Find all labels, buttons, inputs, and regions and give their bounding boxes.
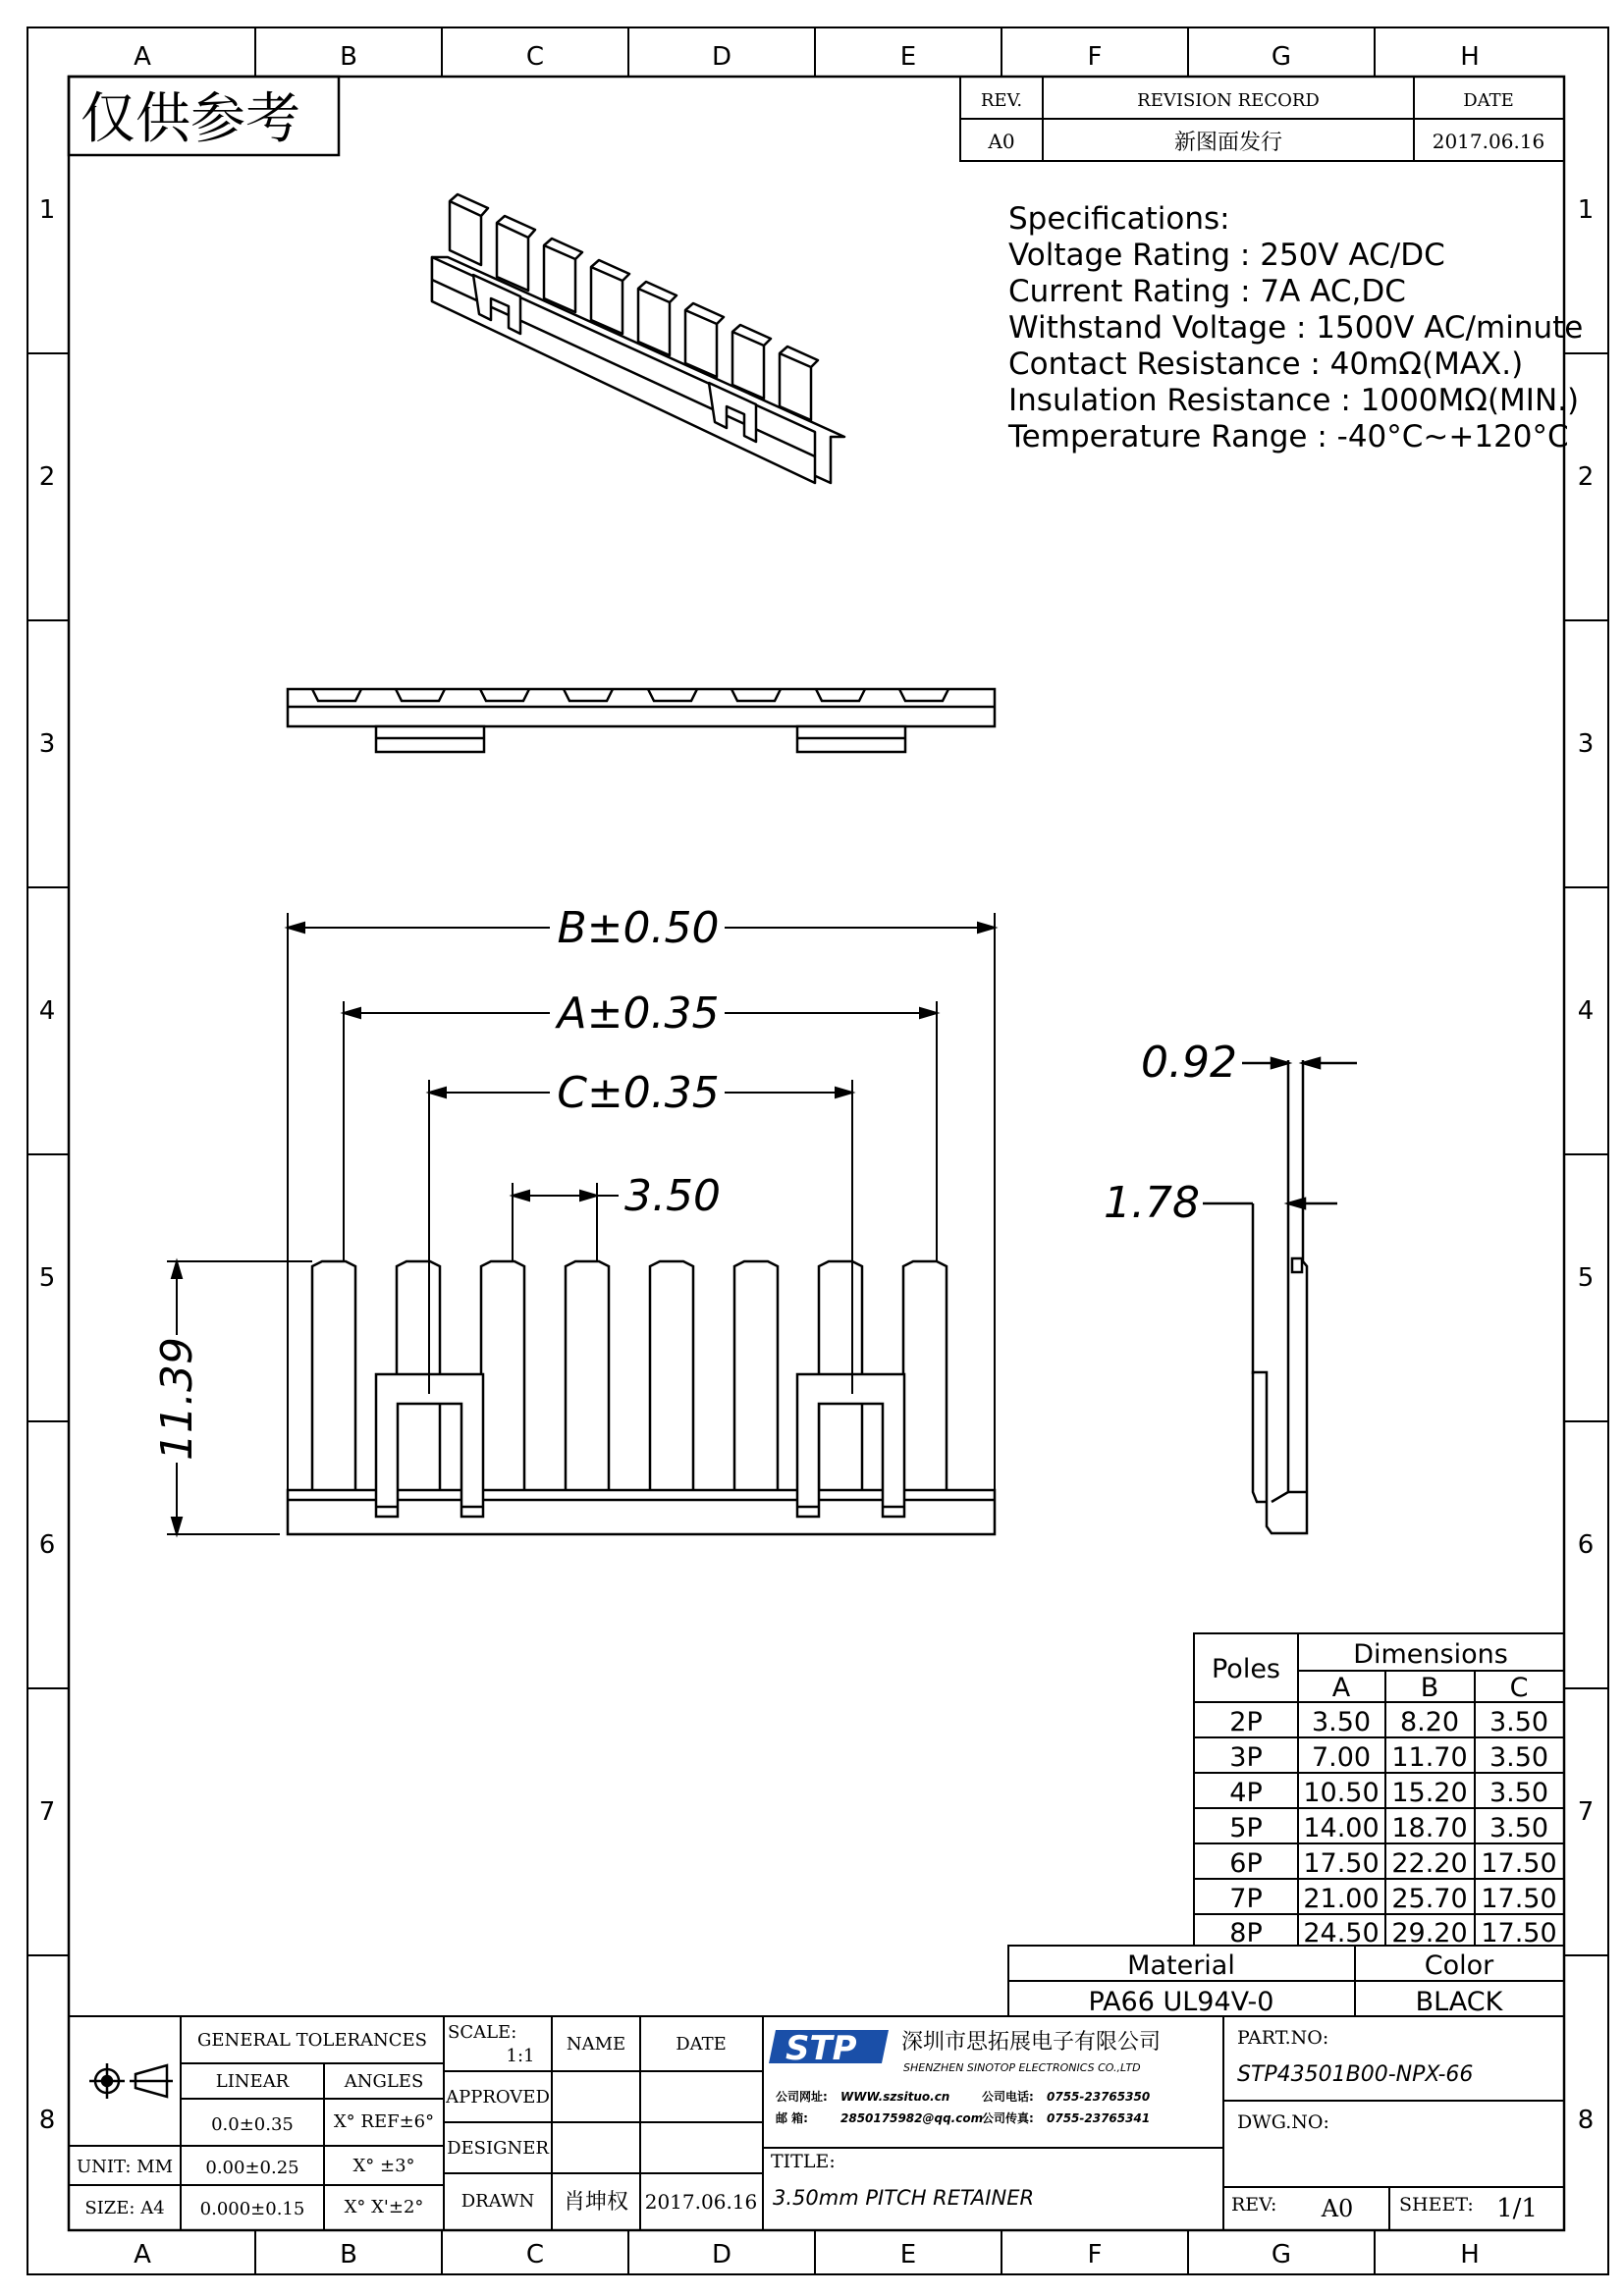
table-cell: 8P: [1229, 1918, 1263, 1949]
fax-value: 0755-23765341: [1047, 2111, 1151, 2125]
rev-value: A0: [988, 130, 1015, 153]
row-label: 5: [1577, 1263, 1595, 1293]
linear-header: LINEAR: [215, 2071, 290, 2092]
dim-c-label: C±0.35: [557, 1068, 720, 1118]
tol-angle: X° ±3°: [352, 2156, 415, 2176]
scale-value: 1:1: [506, 2046, 535, 2066]
material-table: [1008, 1946, 1564, 2017]
spec-line: Insulation Resistance : 1000MΩ(MIN.): [1008, 383, 1580, 418]
row-label: 1: [38, 195, 56, 225]
row-label: 2: [1577, 462, 1595, 492]
part-no-label: PART.NO:: [1237, 2027, 1329, 2049]
row-label: 3: [38, 729, 56, 759]
dim-height-label: 11.39: [152, 1337, 202, 1461]
table-cell: 6P: [1229, 1848, 1263, 1879]
rev-label: REV:: [1231, 2194, 1277, 2216]
table-cell: 8.20: [1399, 1707, 1460, 1737]
dim-b-label: B±0.50: [557, 903, 720, 953]
spec-line: Contact Resistance : 40mΩ(MAX.): [1008, 347, 1524, 382]
dim-offset-label: 1.78: [1104, 1178, 1200, 1228]
table-cell: 25.70: [1391, 1884, 1468, 1914]
side-view: [1203, 1058, 1357, 1533]
sheet-value: 1/1: [1496, 2194, 1538, 2223]
table-cell: 17.50: [1481, 1884, 1557, 1914]
rev-header: REV.: [980, 90, 1023, 111]
table-cell: 17.50: [1303, 1848, 1380, 1879]
company-logo: [769, 2029, 889, 2068]
table-cell: 3.50: [1311, 1707, 1372, 1737]
rev-value: A0: [1321, 2195, 1354, 2222]
col-label: C: [525, 42, 545, 72]
table-cell: 3.50: [1489, 1813, 1549, 1843]
row-label: 5: [38, 1263, 56, 1293]
table-cell: 2P: [1229, 1707, 1263, 1737]
general-tolerances: GENERAL TOLERANCES: [196, 2030, 428, 2051]
col-label: H: [1460, 42, 1480, 72]
table-cell: 29.20: [1391, 1918, 1468, 1949]
col-label: D: [711, 2240, 732, 2269]
company-logo-text: STP: [785, 2029, 857, 2068]
row-label: 8: [38, 2106, 56, 2135]
col-label: F: [1087, 2240, 1103, 2269]
tol-linear: 0.0±0.35: [211, 2114, 294, 2135]
title-value: 3.50mm PITCH RETAINER: [773, 2186, 1035, 2210]
projection-symbol-icon: [89, 2063, 173, 2099]
side-dimension-labels: [1104, 1038, 1237, 1228]
specs-title: Specifications:: [1008, 201, 1230, 237]
spec-line: Voltage Rating : 250V AC/DC: [1008, 238, 1445, 273]
table-cell: 5P: [1229, 1813, 1263, 1843]
tol-angle: X° REF±6°: [333, 2111, 435, 2132]
row-labels-left: [39, 195, 56, 2135]
table-cell: 24.50: [1303, 1918, 1380, 1949]
specifications: [1007, 201, 1583, 454]
scale-label: SCALE:: [448, 2022, 517, 2043]
col-a-header: A: [1331, 1673, 1351, 1703]
drawn-name: 肖坤权: [563, 2190, 629, 2215]
revision-record-header: REVISION RECORD: [1137, 90, 1320, 111]
table-cell: 11.70: [1391, 1742, 1468, 1773]
website-label: 公司网址:: [776, 2090, 828, 2104]
email-label: 邮 箱:: [776, 2111, 808, 2125]
row-label: 6: [1577, 1530, 1595, 1560]
row-label: 7: [1577, 1797, 1595, 1827]
date-header: DATE: [1463, 90, 1514, 111]
revision-record-value: 新图面发行: [1173, 131, 1283, 155]
tol-linear: 0.00±0.25: [205, 2158, 299, 2178]
designer-label: DESIGNER: [447, 2138, 549, 2159]
part-no-value: STP43501B00-NPX-66: [1237, 2062, 1474, 2087]
approved-label: APPROVED: [446, 2087, 550, 2108]
col-label: A: [134, 42, 151, 72]
col-b-header: B: [1420, 1673, 1439, 1703]
table-cell: 3.50: [1489, 1707, 1549, 1737]
drawn-label: DRAWN: [460, 2191, 535, 2212]
spec-line: Temperature Range : -40°C~+120°C: [1008, 419, 1569, 454]
column-labels-bottom: [134, 2240, 1480, 2269]
col-label: B: [340, 42, 357, 72]
table-cell: 3P: [1229, 1742, 1263, 1773]
row-label: 8: [1577, 2106, 1595, 2135]
drawn-date: 2017.06.16: [644, 2190, 758, 2214]
dim-thickness-label: 0.92: [1141, 1038, 1237, 1088]
email-value: 2850175982@qq.com: [840, 2111, 984, 2125]
material-value: PA66 UL94V-0: [1088, 1987, 1274, 2017]
title-label: TITLE:: [771, 2151, 836, 2172]
dim-pitch-label: 3.50: [624, 1171, 721, 1221]
row-label: 4: [38, 996, 56, 1026]
tol-linear: 0.000±0.15: [199, 2199, 305, 2219]
row-label: 2: [38, 462, 56, 492]
spec-line: Withstand Voltage : 1500V AC/minute: [1008, 310, 1584, 346]
table-cell: 3.50: [1489, 1742, 1549, 1773]
table-cell: 18.70: [1391, 1813, 1468, 1843]
col-label: E: [899, 2240, 917, 2269]
col-label: F: [1087, 42, 1103, 72]
material-label: Material: [1127, 1950, 1235, 1981]
tol-angle: X° X'±2°: [344, 2197, 424, 2217]
row-label: 3: [1577, 729, 1595, 759]
website-value: WWW.szsituo.cn: [840, 2090, 950, 2104]
table-cell: 17.50: [1481, 1918, 1557, 1949]
col-label: G: [1271, 42, 1292, 72]
table-cell: 14.00: [1303, 1813, 1380, 1843]
dimensions-header: Dimensions: [1353, 1639, 1508, 1670]
dim-a-label: A±0.35: [557, 988, 720, 1039]
row-label: 4: [1577, 996, 1595, 1026]
row-label: 6: [38, 1530, 56, 1560]
row-label: 1: [1577, 195, 1595, 225]
table-cell: 7P: [1229, 1884, 1263, 1914]
table-cell: 10.50: [1303, 1778, 1380, 1808]
col-label: D: [711, 42, 732, 72]
revision-table: [960, 77, 1564, 161]
table-cell: 7.00: [1311, 1742, 1372, 1773]
col-label: H: [1460, 2240, 1480, 2269]
size-label: SIZE: A4: [84, 2198, 165, 2218]
color-label: Color: [1424, 1950, 1494, 1981]
revision-date-value: 2017.06.16: [1432, 130, 1545, 153]
col-label: A: [134, 2240, 151, 2269]
top-view: [288, 689, 995, 752]
table-cell: 4P: [1229, 1778, 1263, 1808]
isometric-view: [432, 194, 844, 483]
company-name-cn: 深圳市思拓展电子有限公司: [901, 2030, 1162, 2055]
poles-header: Poles: [1211, 1654, 1281, 1684]
table-cell: 15.20: [1391, 1778, 1468, 1808]
column-labels-top: [134, 42, 1480, 72]
col-label: G: [1271, 2240, 1292, 2269]
color-value: BLACK: [1415, 1987, 1503, 2017]
sheet-label: SHEET:: [1399, 2194, 1474, 2216]
table-cell: 21.00: [1303, 1884, 1380, 1914]
table-cell: 3.50: [1489, 1778, 1549, 1808]
row-labels-right: [1578, 195, 1595, 2135]
company-name-en: SHENZHEN SINOTOP ELECTRONICS CO.,LTD: [903, 2061, 1141, 2074]
dwg-no-label: DWG.NO:: [1237, 2111, 1329, 2133]
phone-label: 公司电话:: [982, 2090, 1034, 2104]
phone-value: 0755-23765350: [1047, 2090, 1151, 2104]
spec-line: Current Rating : 7A AC,DC: [1008, 274, 1406, 309]
table-cell: 17.50: [1481, 1848, 1557, 1879]
dimension-table: [1194, 1633, 1564, 1949]
col-c-header: C: [1509, 1673, 1529, 1703]
unit-label: UNIT: MM: [76, 2157, 174, 2177]
col-label: E: [899, 42, 917, 72]
col-label: B: [340, 2240, 357, 2269]
fax-label: 公司传真:: [982, 2111, 1034, 2125]
name-header: NAME: [566, 2034, 626, 2055]
watermark-text: 仅供参考: [81, 87, 300, 151]
angles-header: ANGLES: [344, 2071, 424, 2092]
row-label: 7: [38, 1797, 56, 1827]
title-block: [69, 2016, 1564, 2230]
table-cell: 22.20: [1391, 1848, 1468, 1879]
date-header: DATE: [676, 2034, 727, 2055]
front-view: [288, 1261, 995, 1534]
col-label: C: [525, 2240, 545, 2269]
